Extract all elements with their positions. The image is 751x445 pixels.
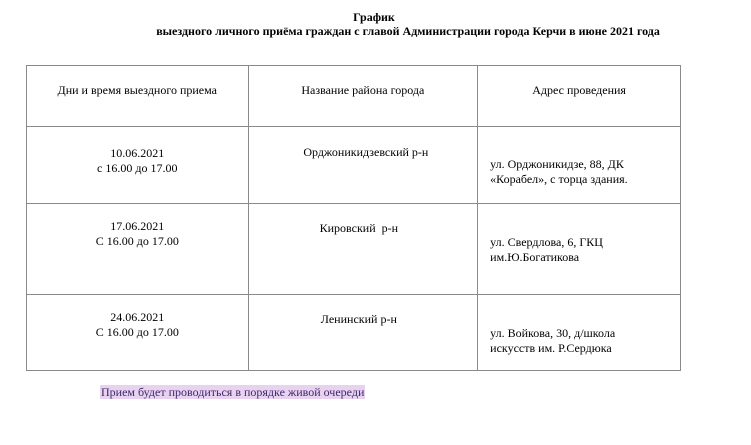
address-line2: им.Ю.Богатикова xyxy=(490,250,580,264)
district-text: Кировский р-н xyxy=(319,221,399,235)
address-line1: ул. Орджоникидзе, 88, ДК xyxy=(490,157,624,171)
date-time-cell xyxy=(27,295,249,371)
district-cell xyxy=(248,295,478,371)
address-line2: искусств им. Р.Сердюка xyxy=(490,341,612,355)
table-header-row xyxy=(27,66,681,127)
header-district-label: Название района города xyxy=(301,83,425,97)
time-text: С 16.00 до 17.00 xyxy=(95,234,179,248)
header-address-label: Адрес проведения xyxy=(532,83,626,97)
district-text: Орджоникидзевский р-н xyxy=(303,145,429,159)
district-text: Ленинский р-н xyxy=(320,312,397,326)
table-row xyxy=(27,127,681,204)
document-title: График xyxy=(353,10,395,24)
address-line2: «Корабел», с торца здания. xyxy=(490,172,628,186)
header-address xyxy=(478,66,681,127)
queue-note: Прием будет проводиться в порядке живой очереди xyxy=(101,385,365,399)
address-cell xyxy=(478,295,681,371)
header-days-time xyxy=(27,66,249,127)
district-cell xyxy=(248,127,478,204)
address-cell xyxy=(478,127,681,204)
header-district xyxy=(248,66,478,127)
time-text: С 16.00 до 17.00 xyxy=(95,325,179,339)
address-line1: ул. Свердлова, 6, ГКЦ xyxy=(490,235,603,249)
date-time-cell xyxy=(27,127,249,204)
schedule-table xyxy=(26,65,681,371)
header-days-time-label: Дни и время выездного приема xyxy=(57,83,217,97)
address-cell xyxy=(478,204,681,295)
table-row xyxy=(27,204,681,295)
date-text: 10.06.2021 xyxy=(110,146,165,160)
date-time-cell xyxy=(27,204,249,295)
document-subtitle xyxy=(14,24,751,38)
time-text: с 16.00 до 17.00 xyxy=(97,161,178,175)
document-subtitle-text: выездного личного приёма граждан с главой Администрации города Керчи в июне 2021 года xyxy=(156,24,660,38)
district-cell xyxy=(248,204,478,295)
address-line1: ул. Войкова, 30, д/школа xyxy=(490,326,616,340)
table-row xyxy=(27,295,681,371)
date-text: 24.06.2021 xyxy=(110,310,165,324)
date-text: 17.06.2021 xyxy=(110,219,165,233)
